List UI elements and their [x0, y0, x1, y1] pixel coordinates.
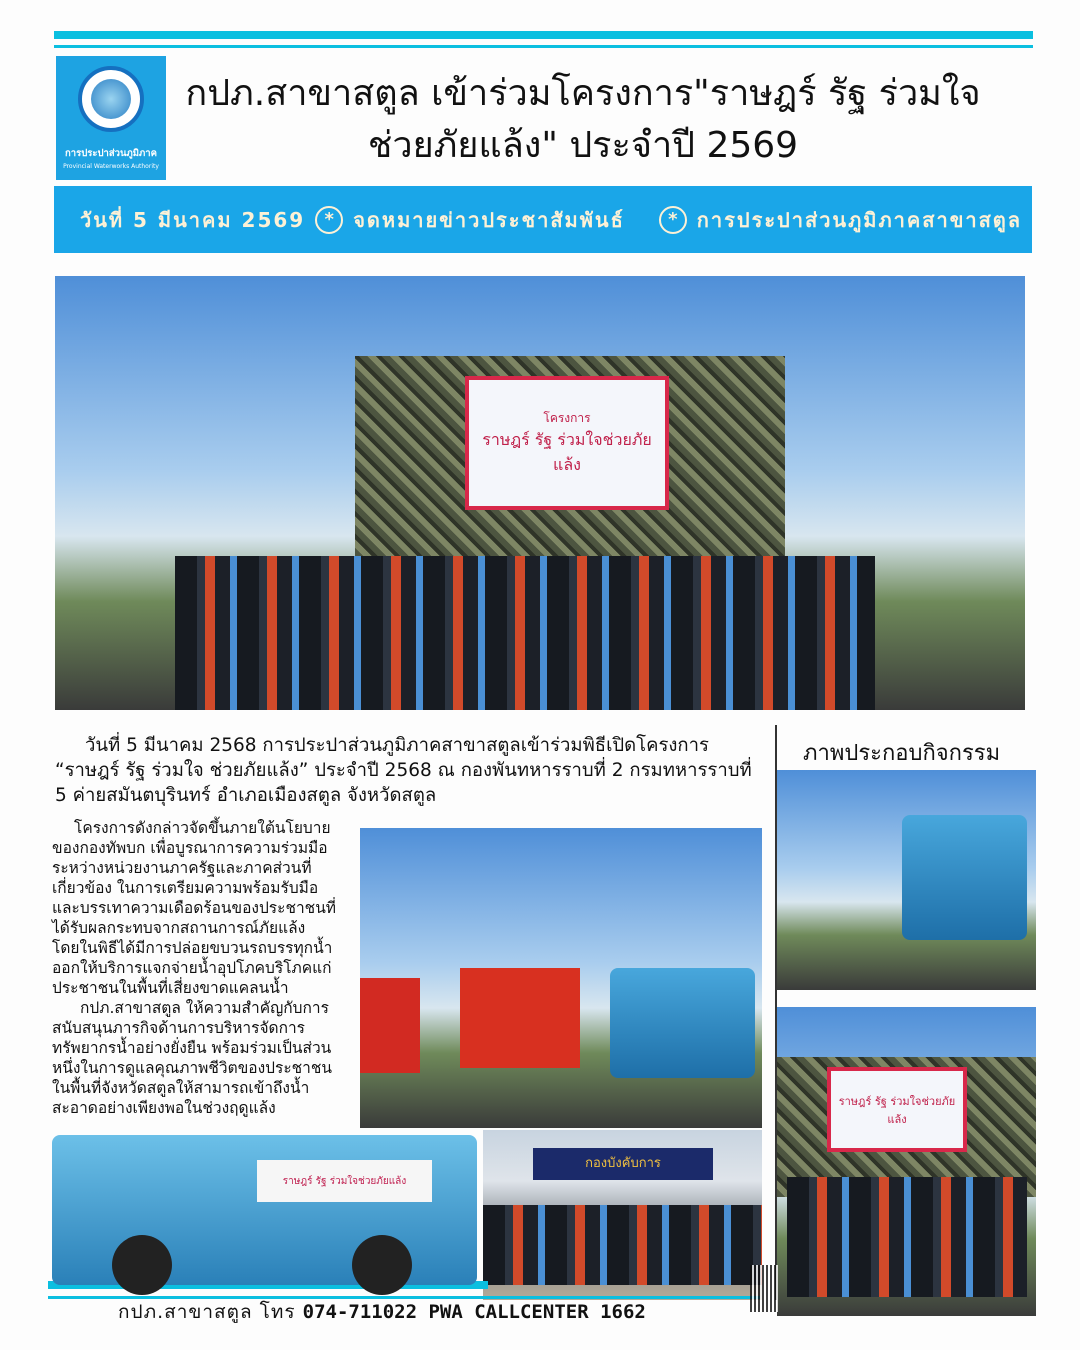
group-of-people	[787, 1177, 1027, 1297]
footer-branch: กปภ.สาขาสตูล โทร	[118, 1301, 296, 1323]
page-title	[180, 68, 986, 172]
side-photo-group	[777, 1007, 1036, 1316]
fire-truck	[360, 978, 420, 1073]
doc-type: จดหมายข่าวประชาสัมพันธ์	[353, 207, 625, 232]
asterisk-circle-icon: *	[659, 206, 687, 234]
footer-contact	[118, 1297, 646, 1327]
fire-truck	[460, 968, 580, 1068]
top-stripe	[54, 31, 1033, 39]
body-text	[52, 818, 337, 1118]
group-of-people	[175, 556, 875, 710]
main-photo	[55, 276, 1025, 710]
body-paragraph	[52, 818, 337, 998]
banner-text: ราษฎร์ รัฐ ร่วมใจช่วยภัยแล้ง	[838, 1094, 956, 1126]
org-name: การประปาส่วนภูมิภาคสาขาสตูล	[696, 207, 1023, 232]
top-stripe-thin	[54, 45, 1033, 48]
qr-code[interactable]	[750, 1265, 778, 1312]
side-photo-truck	[777, 770, 1036, 990]
intro-text: วันที่ 5 มีนาคม 2568 การประปาส่วนภูมิภาคสาขาสตูลเข้าร่วมพิธีเปิดโครงการ “ราษฎร์ รัฐ ร่วมใจ ช่วยภัยแล้ง” ประจำปี 2568 ณ กองพันทหารราบที่ 2 กรมทหารราบที่ 5 ค่ายสมันตบุรินทร์ อำเภอเมืองสตูล จังหวัดสตูล	[55, 735, 752, 806]
photo-building-parade	[483, 1130, 762, 1300]
footer-phone: 074-711022 PWA CALLCENTER 1662	[302, 1301, 646, 1323]
sidebar-heading: ภาพประกอบกิจกรรม	[803, 741, 1001, 766]
wheel	[352, 1235, 412, 1295]
pwa-seal-icon	[78, 66, 144, 132]
wheel	[112, 1235, 172, 1295]
logo-name-en: Provincial Waterworks Authority	[63, 163, 159, 170]
water-truck	[902, 815, 1027, 940]
intro-paragraph	[55, 733, 765, 808]
banner-text: ราษฎร์ รัฐ ร่วมใจช่วยภัยแล้ง	[482, 429, 652, 474]
water-truck	[610, 968, 755, 1078]
parade-formation	[483, 1205, 762, 1285]
logo-name-th: การประปาส่วนภูมิภาค	[65, 148, 157, 159]
project-banner-small	[827, 1067, 967, 1152]
photo-trucks	[360, 828, 762, 1128]
body-paragraph	[52, 998, 337, 1118]
body-text-2: กปภ.สาขาสตูล ให้ความสำคัญกับการสนับสนุนภารกิจด้านการบริหารจัดการทรัพยากรน้ำอย่างยั่งยืน พร้อมร่วมเป็นส่วนหนึ่งในการดูแลคุณภาพชีวิตของประชาชนในพื้นที่จังหวัดสตูลให้สามารถเข้าถึงน้ำสะอาดอย่างเพียงพอในช่วงฤดูแล้ง	[52, 999, 332, 1117]
title-line-2: ช่วยภัยแล้ง" ประจำปี 2569	[367, 125, 799, 166]
asterisk-circle-icon: *	[315, 206, 343, 234]
info-band	[54, 186, 1032, 253]
pwa-logo	[56, 56, 166, 180]
date-text: วันที่ 5 มีนาคม 2569	[80, 207, 306, 232]
title-line-1: กปภ.สาขาสตูล เข้าร่วมโครงการ"ราษฎร์ รัฐ ร่วมใจ	[185, 73, 981, 114]
water-truck-cutout	[52, 1135, 477, 1285]
project-banner	[465, 376, 669, 510]
building-sign: กองบังคับการ	[533, 1148, 713, 1180]
body-text-1: โครงการดังกล่าวจัดขึ้นภายใต้นโยบายของกองทัพบก เพื่อบูรณาการความร่วมมือระหว่างหน่วยงานภาครัฐและภาคส่วนที่เกี่ยวข้อง ในการเตรียมความพร้อมรับมือและบรรเทาความเดือดร้อนของประชาชนที่ได้รับผลกระทบจากสถานการณ์ภัยแล้ง โดยในพิธีได้มีการปล่อยขบวนรถบรรทุกน้ำออกให้บริการแจกจ่ายน้ำอุปโภคบริโภคแก่ประชาชนในพื้นที่เสี่ยงขาดแคลนน้ำ	[52, 819, 337, 997]
truck-banner: ราษฎร์ รัฐ ร่วมใจช่วยภัยแล้ง	[257, 1160, 432, 1202]
banner-label: โครงการ	[543, 410, 591, 425]
